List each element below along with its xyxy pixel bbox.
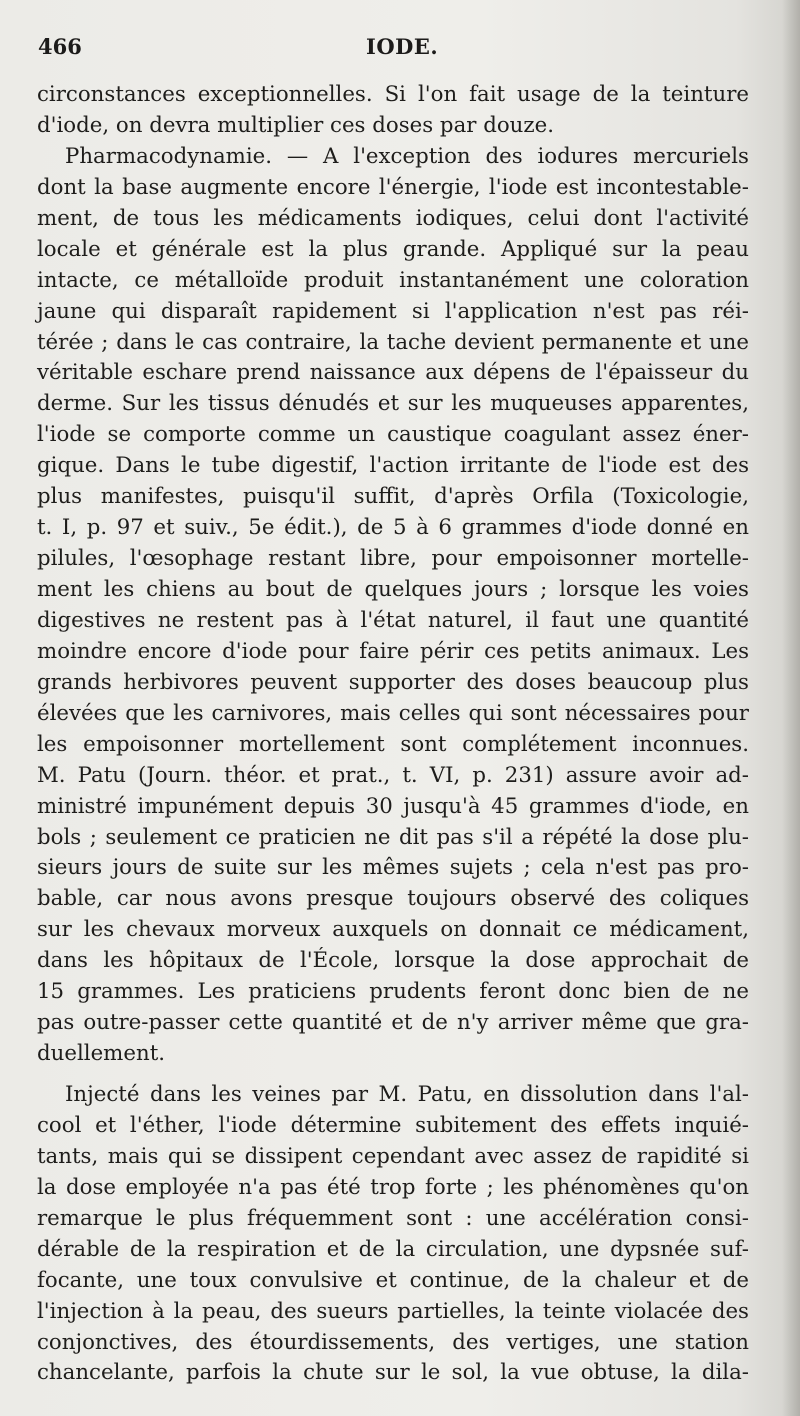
text-line: digestives ne restent pas à l'état naturel, il faut une quantité [37, 607, 749, 633]
text-line: bable, car nous avons presque toujours observé des coliques [37, 886, 749, 912]
text-line: d'iode, on devra multiplier ces doses par douze. [37, 112, 554, 138]
text-line: duellement. [37, 1041, 166, 1067]
text-line: focante, une toux convulsive et continue, de la chaleur et de [37, 1267, 749, 1293]
text-line: l'injection à la peau, des sueurs partielles, la teinte violacée des [37, 1298, 749, 1324]
text-line: sur les chevaux morveux auxquels on donnait ce médicament, [37, 917, 749, 943]
text-line: la dose employée n'a pas été trop forte ; les phénomènes qu'on [37, 1174, 749, 1200]
text-line: t. I, p. 97 et suiv., 5e édit.), de 5 à 6 grammes d'iode donné en [37, 515, 749, 541]
text-line: cool et l'éther, l'iode détermine subitement des effets inquié- [37, 1112, 749, 1138]
text-line: locale et générale est la plus grande. Appliqué sur la peau [37, 236, 749, 262]
text-line: Injecté dans les veines par M. Patu, en dissolution dans l'al- [65, 1082, 749, 1107]
text-line: chancelante, parfois la chute sur le sol, la vue obtuse, la dila- [37, 1360, 749, 1386]
text-line: ministré impunément depuis 30 jusqu'à 45 grammes d'iode, en [37, 793, 749, 819]
text-line: remarque le plus fréquemment sont : une accélération consi- [37, 1205, 749, 1231]
text-line: dont la base augmente encore l'énergie, l'iode est incontestable- [37, 174, 749, 200]
text-line: intacte, ce métalloïde produit instantanément une coloration [37, 267, 749, 293]
text-line: térée ; dans le cas contraire, la tache devient permanente et une [37, 329, 749, 355]
text-line: dérable de la respiration et de la circulation, une dypsnée suf- [37, 1236, 749, 1262]
text-line: sieurs jours de suite sur les mêmes sujets ; cela n'est pas pro- [37, 855, 749, 881]
paragraph-gap [37, 1070, 749, 1080]
text-line: les empoisonner mortellement sont complétement inconnues. [37, 731, 749, 757]
text-line: jaune qui disparaît rapidement si l'application n'est pas réi- [37, 298, 749, 324]
text-line: moindre encore d'iode pour faire périr ces petits animaux. Les [37, 638, 749, 664]
text-line: tants, mais qui se dissipent cependant avec assez de rapidité si [37, 1143, 749, 1169]
text-line: gique. Dans le tube digestif, l'action irritante de l'iode est des [37, 453, 749, 479]
text-line: derme. Sur les tissus dénudés et sur les muqueuses apparentes, [37, 391, 749, 417]
text-line: pilules, l'œsophage restant libre, pour empoisonner mortelle- [37, 546, 749, 572]
text-line: ment les chiens au bout de quelques jours ; lorsque les voies [37, 577, 749, 602]
text-line: circonstances exceptionnelles. Si l'on fait usage de la teinture [37, 82, 749, 107]
page-edge-shadow [782, 0, 800, 1416]
body-text [37, 80, 749, 1389]
text-line: 15 grammes. Les praticiens prudents feront donc bien de ne [37, 979, 749, 1005]
running-title: IODE. [366, 34, 439, 59]
text-line: dans les hôpitaux de l'École, lorsque la dose approchait de [37, 948, 749, 974]
page-number: 466 [38, 34, 82, 59]
page-header [38, 34, 738, 62]
text-line: Pharmacodynamie. — A l'exception des iodures mercuriels [65, 143, 749, 169]
text-line: M. Patu (Journ. théor. et prat., t. VI, p. 231) assure avoir ad- [37, 762, 749, 788]
text-line: élevées que les carnivores, mais celles qui sont nécessaires pour [37, 700, 749, 726]
text-line: ment, de tous les médicaments iodiques, celui dont l'activité [37, 205, 749, 231]
text-line: pas outre-passer cette quantité et de n'y arriver même que gra- [37, 1010, 749, 1036]
text-line: plus manifestes, puisqu'il suffit, d'après Orfila (Toxicologie, [37, 484, 749, 510]
text-line: conjonctives, des étourdissements, des vertiges, une station [37, 1329, 749, 1355]
text-line: bols ; seulement ce praticien ne dit pas s'il a répété la dose plu- [37, 824, 749, 850]
text-line: grands herbivores peuvent supporter des doses beaucoup plus [37, 669, 749, 695]
text-line: l'iode se comporte comme un caustique coagulant assez éner- [37, 422, 749, 448]
text-line: véritable eschare prend naissance aux dépens de l'épaisseur du [37, 360, 749, 386]
